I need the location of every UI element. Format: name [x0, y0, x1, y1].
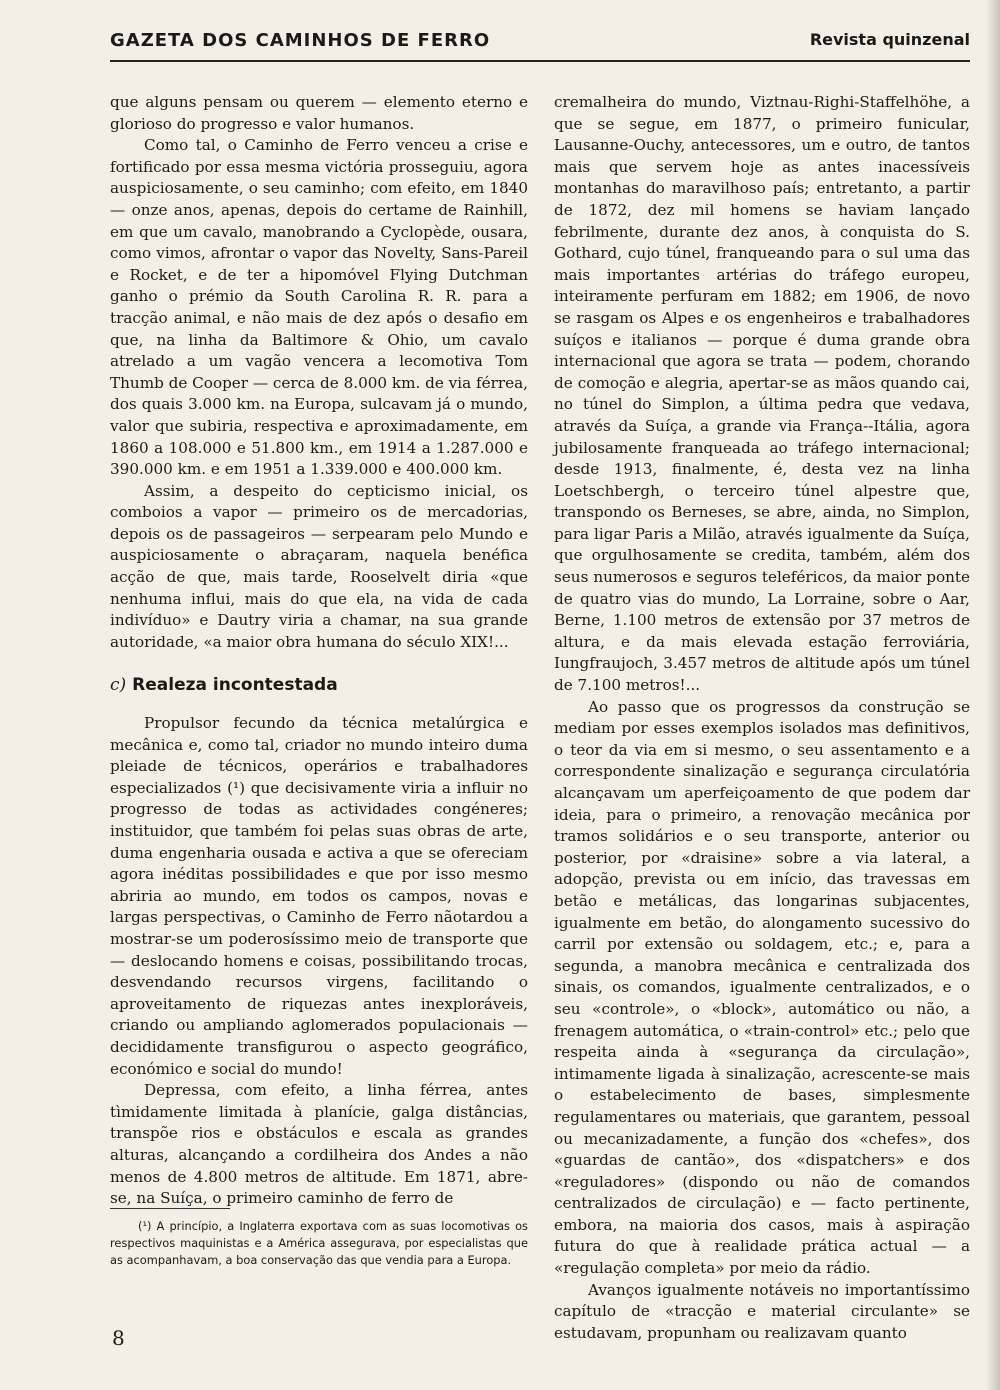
paragraph: Propulsor fecundo da técnica metalúrgica e mecânica e, como tal, criador no mundo inteiro duma pleiade de técnicos, operários e trabalhadores especializados (¹) que decisivamente viria a influir no progresso de todas as actividades congéneres; instituidor, que também foi pelas suas obras de arte, duma engenharia ousada e activa a que se ofereciam agora inéditas possibilidades e que por isso mesmo abriria ao mundo, em todos os campos, novas e largas perspectivas, o Caminho de Ferro nãotardou a mostrar-se um poderosíssimo meio de transporte que — deslocando homens e coisas, possibilitando trocas, desvendando recursos virgens, facilitando o aproveitamento de riquezas antes inexploráveis, criando ou ampliando aglomerados populacionais — decididamente transfigurou o aspecto geográfico, económico e social do mundo!: [110, 714, 528, 1078]
page-number: 8: [112, 1326, 125, 1350]
paragraph: Avanços igualmente notáveis no importantíssimo capítulo de «tracção e material circulante» se estudavam, propunham ou realizavam quanto: [554, 1280, 970, 1342]
footnote: (¹) A princípio, a Inglaterra exportava com as suas locomotivas os respectivos maquinistas e a América assegurava, por especialistas que as acompanhavam, a boa conservação das que vendia para a Europa.: [110, 1219, 528, 1267]
paragraph: que alguns pensam ou querem — elemento eterno e glorioso do progresso e valor humanos.: [110, 93, 528, 133]
paragraph: Assim, a despeito do cepticismo inicial, os comboios a vapor — primeiro os de mercadorias, depois os de passageiros — serpearam pelo Mundo e auspiciosamente o abraçaram, naquela benéfica acção de que, mais tarde, Rooselvelt diria «que nenhuma influi, mais do que ela, na vida de cada indivíduo» e Dautry viria a chamar, na sua grande autoridade, «a maior obra humana do século XIX!...: [110, 481, 528, 651]
paragraph: Ao passo que os progressos da construção se mediam por esses exemplos isolados mas definitivos, o teor da via em si mesmo, o seu assentamento e a correspondente sinalização e segurança circulatória alcançavam um aperfeiçoamento de que podem dar ideia, para o primeiro, a renovação mecânica por tramos solidários e o seu transporte, anterior ou posterior, por «draisine» sobre a via lateral, a adopção, prevista ou em início, das travessas em betão e metálicas, das longarinas subjacentes, igualmente em betão, do alongamento sucessivo do carril por extensão ou soldagem, etc.; e, para a segunda, a manobra mecânica e centralizada dos sinais, os comandos, igualmente centralizados, e o seu «controle», o «block», automático ou não, a frenagem automática, o «train-control» etc.; pelo que respeita ainda à «segurança da circulação», intimamente ligada à sinalização, acrescente-se mais o estabelecimento de bases, simplesmente regulamentares ou materiais, que garantem, pessoal ou mecanizadamente, a função dos «chefes», dos «guardas de cantão», dos «dispatchers» e dos «reguladores» (dispondo ou não de comandos centralizados de circulação) e — facto pertinente, embora, na maioria dos casos, mais à aspiração futura do que à realidade prática actual — a «regulação completa» por meio da rádio.: [554, 697, 970, 1278]
running-header: [110, 30, 970, 62]
paragraph: Como tal, o Caminho de Ferro venceu a crise e fortificado por essa mesma victória prosseguiu, agora auspiciosamente, o seu caminho; com efeito, em 1840 — onze anos, apenas, depois do certame de Rainhill, em que um cavalo, manobrando a Cyclopède, ousara, como vimos, afrontar o vapor das Novelty, Sans-Pareil e Rocket, e de ter a hipomóvel Flying Dutchman ganho o prémio da South Carolina R. R. para a tracção animal, e não mais de dez após o desafio em que, na linha da Baltimore & Ohio, um cavalo atrelado a um vagão vencera a lecomotiva Tom Thumb de Cooper — cerca de 8.000 km. de via férrea, dos quais 3.000 km. na Europa, sulcavam já o mundo, valor que subiria, respectiva e aproximadamente, em 1860 a 108.000 e 51.800 km., em 1914 a 1.287.000 e 390.000 km. e em 1951 a 1.339.000 e 400.000 km.: [110, 136, 529, 479]
footnote-divider: [110, 1208, 230, 1209]
left-column: [110, 92, 528, 1210]
section-heading-text: Realeza incontestada: [132, 675, 338, 696]
publication-title: GAZETA DOS CAMINHOS DE FERRO: [110, 30, 491, 51]
paragraph: Depressa, com efeito, a linha férrea, antes tìmidamente limitada à planície, galga distâncias, transpõe rios e obstáculos e escala as grandes alturas, alcançando a cordilheira dos Andes a não menos de 4.800 metros de altitude. Em 1871, abre-se, na Suíça, o primeiro caminho de ferro de: [110, 1081, 528, 1208]
paragraph: cremalheira do mundo, Viztnau-Righi-Staffelhöhe, a que se segue, em 1877, o primeiro funicular, Lausanne-Ouchy, antecessores, um e outro, de tantos mais que servem hoje as antes inacessíveis montanhas do maravilhoso país; entretanto, a partir de 1872, dez mil homens se haviam lançado febrilmente, durante dez anos, à conquista do S. Gothard, cujo túnel, franqueando para o sul uma das mais importantes artérias do tráfego europeu, inteiramente perfuram em 1882; em 1906, de novo se rasgam os Alpes e os engenheiros e trabalhadores suíços e italianos — porque é duma grande obra internacional que agora se trata — podem, chorando de comoção e alegria, apertar-se as mãos quando cai, no túnel do Simplon, a última pedra que vedava, através da Suíça, a grande via França--Itália, agora jubilosamente franqueada ao tráfego internacional; desde 1913, finalmente, é, desta vez na linha Loetschbergh, o terceiro túnel alpestre que, transpondo os Berneses, se abre, ainda, no Simplon, para ligar Paris a Milão, através igualmente da Suíça, que orgulhosamente se credita, também, além dos seus numerosos e seguros teleféricos, da maior ponte de quatro vias do mundo, La Lorraine, sobre o Aar, Berne, 1.100 metros de extensão por 37 metros de altura, e da mais elevada estação ferroviária, Iungfraujoch, 3.457 metros de altitude após um túnel de 7.100 metros!...: [554, 93, 970, 695]
section-heading: [110, 675, 528, 697]
publication-subtitle: Revista quinzenal: [809, 30, 970, 49]
right-column: [554, 92, 970, 1344]
section-heading-mark: c): [110, 675, 127, 696]
page-edge-shadow: [986, 0, 1000, 1390]
